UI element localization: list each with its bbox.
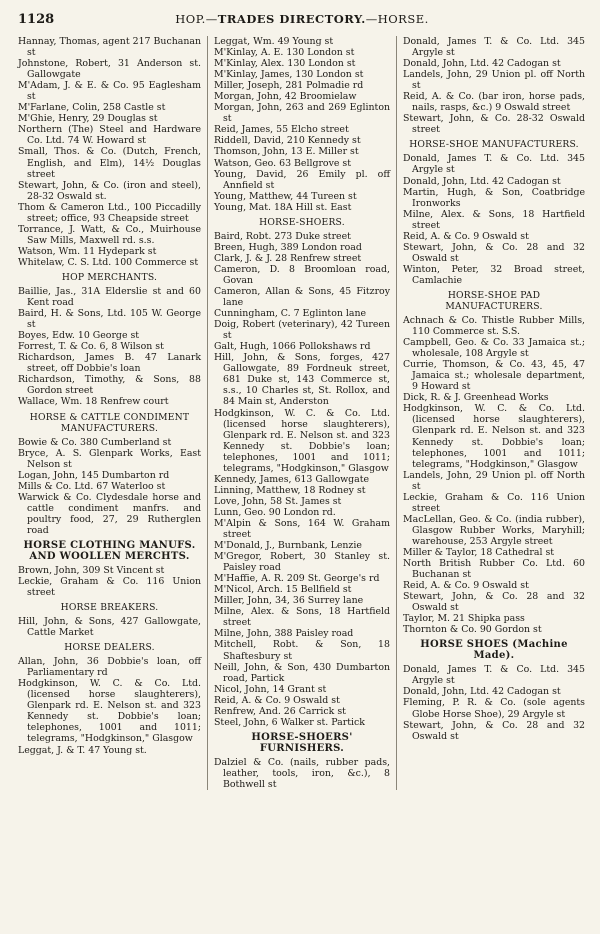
directory-entry: Miller & Taylor, 18 Cathedral st xyxy=(403,546,555,558)
directory-entry: Northern (The) Steel and Hardware Co. Ltd. 74 W. Howard st xyxy=(18,124,201,147)
running-title-left: HOP. xyxy=(175,12,206,26)
directory-entry: M'Ghie, Henry, 29 Douglas st xyxy=(18,113,158,125)
directory-entry: Young, Matthew, 44 Tureen st xyxy=(214,190,357,202)
directory-entry: Hodgkinson, W. C. & Co. Ltd. (licensed horse slaughterers), Glenpark rd. E. Nelson st. and 323 Kennedy st. Dobbie's loan; telephones, 1001 and 1011; telegrams, "Hodgkinson," Glasgow xyxy=(18,678,201,745)
section-heading: HORSE SHOES (Machine Made). xyxy=(420,639,568,662)
column-3 xyxy=(396,36,585,790)
directory-entry: Campbell, Geo. & Co. 33 Jamaica st.; wholesale, 108 Argyle st xyxy=(403,337,585,360)
directory-entry: Cunningham, C. 7 Eglinton lane xyxy=(214,308,367,320)
directory-entry: Young, David, 26 Emily pl. off Annfield st xyxy=(214,168,390,191)
section-heading: HORSE-SHOE MANUFACTURERS. xyxy=(409,139,579,151)
directory-entry: Bryce, A. S. Glenpark Works, East Nelson st xyxy=(18,447,201,470)
directory-entry: Neill, John, & Son, 430 Dumbarton road, Partick xyxy=(214,661,390,684)
directory-entry: Stewart, John, & Co. (iron and steel), 28-32 Oswald st. xyxy=(18,179,201,202)
directory-entry: Hill, John, & Sons, forges, 427 Gallowgate, 89 Fordneuk street, 681 Duke st, 143 Commerce st, s.s., 10 Charles st, St. Rollox, and 84 Main st, Anderston xyxy=(214,352,390,408)
directory-entry: Clark, J. & J. 28 Renfrew street xyxy=(214,252,362,264)
directory-entry: Miller, John, 34, 36 Surrey lane xyxy=(214,595,364,607)
section-heading: HORSE-SHOE PAD MANUFACTURERS. xyxy=(445,289,543,312)
directory-entry: Thornton & Co. 90 Gordon st xyxy=(403,624,542,636)
directory-entry: Baird, Robt. 273 Duke street xyxy=(214,230,351,242)
directory-entry: Currie, Thomson, & Co. 43, 45, 47 Jamaica st.; wholesale department, 9 Howard st xyxy=(403,359,585,393)
directory-entry: Thomson, John, 13 E. Miller st xyxy=(214,146,359,158)
directory-entry: Donald, James T. & Co. Ltd. 345 Argyle st xyxy=(403,153,585,176)
directory-entry: Donald, John, Ltd. 42 Cadogan st xyxy=(403,175,561,187)
directory-entry: MacLellan, Geo. & Co. (india rubber), Glasgow Rubber Works, Maryhill; warehouse, 253 Argyle street xyxy=(403,513,585,547)
directory-entry: Mills & Co. Ltd. 67 Waterloo st xyxy=(18,480,166,492)
directory-entry: Riddell, David, 210 Kennedy st xyxy=(214,135,361,147)
directory-entry: Leggat, Wm. 49 Young st xyxy=(214,36,334,47)
directory-entry: M'Kinlay, Alex. 130 London st xyxy=(214,58,356,70)
running-title-right: HORSE. xyxy=(377,12,429,26)
directory-entry: Baillie, Jas., 31A Elderslie st and 60 Kent road xyxy=(18,285,201,309)
directory-entry: Reid, A. & Co. 9 Oswald st xyxy=(214,694,340,706)
directory-entry: Kennedy, James, 613 Gallowgate xyxy=(214,473,370,485)
directory-entry: North British Rubber Co. Ltd. 60 Buchanan st xyxy=(403,558,585,581)
directory-entry: M'Haffie, A. R. 209 St. George's rd xyxy=(214,573,380,585)
directory-entry: M'Nicol, Arch. 15 Bellfield st xyxy=(214,584,352,596)
directory-entry: Donald, John, Ltd. 42 Cadogan st xyxy=(403,686,561,698)
directory-entry: Hannay, Thomas, agent 217 Buchanan st xyxy=(18,36,201,59)
directory-entry: Wallace, Wm. 18 Renfrew court xyxy=(18,396,169,408)
directory-entry: Galt, Hugh, 1066 Pollokshaws rd xyxy=(214,341,371,353)
page-header xyxy=(18,12,586,34)
directory-entry: Steel, John, 6 Walker st. Partick xyxy=(214,716,365,728)
directory-entry: Morgan, John, 263 and 269 Eglinton st xyxy=(214,102,390,125)
directory-entry: Donald, James T. & Co. Ltd. 345 Argyle st xyxy=(403,36,585,59)
directory-entry: Cameron, D. 8 Broomloan road, Govan xyxy=(214,263,390,286)
directory-entry: Reid, A. & Co. 9 Oswald st xyxy=(403,230,529,242)
directory-entry: Richardson, James B. 47 Lanark street, off Dobbie's loan xyxy=(18,352,201,375)
directory-entry: Whitelaw, C. S. Ltd. 100 Commerce st xyxy=(18,256,199,268)
directory-entry: Brown, John, 309 St Vincent st xyxy=(18,564,165,576)
directory-entry: Milne, John, 388 Paisley road xyxy=(214,628,354,640)
directory-entry: Leckie, Graham & Co. 116 Union street xyxy=(18,575,201,599)
directory-entry: Renfrew, And. 26 Carrick st xyxy=(214,705,346,717)
column-1 xyxy=(18,36,207,790)
directory-entry: Richardson, Timothy, & Sons, 88 Gordon street xyxy=(18,374,201,397)
directory-entry: M'Farlane, Colin, 258 Castle st xyxy=(18,102,166,114)
directory-entry: M'Alpin & Sons, 164 W. Graham street xyxy=(214,517,390,541)
directory-entry: Achnach & Co. Thistle Rubber Mills, 110 Commerce st. S.S. xyxy=(403,314,585,338)
directory-entry: Young, Mat. 18A Hill st. East xyxy=(214,201,352,213)
directory-entry: Allan, John, 36 Dobbie's loan, off Parliamentary rd xyxy=(18,656,201,679)
directory-entry: Landels, John, 29 Union pl. off North st xyxy=(403,469,585,492)
directory-entry: Donald, James T. & Co. Ltd. 345 Argyle st xyxy=(403,664,585,687)
directory-entry: Leggat, J. & T. 47 Young st. xyxy=(18,744,147,756)
section-heading: HORSE CLOTHING MANUFS. AND WOOLLEN MERCHTS. xyxy=(23,539,196,562)
directory-entry: Cameron, Allan & Sons, 45 Fitzroy lane xyxy=(214,285,390,309)
directory-entry: Morgan, John, 42 Broomielaw xyxy=(214,91,357,103)
directory-entry: Stewart, John, & Co. 28 and 32 Oswald st xyxy=(403,591,585,614)
section-heading: HORSE & CATTLE CONDIMENT MANUFACTURERS. xyxy=(29,411,190,434)
section-heading: HORSE DEALERS. xyxy=(64,642,155,654)
directory-entry: Landels, John, 29 Union pl. off North st xyxy=(403,69,585,92)
directory-entry: Reid, A. & Co. 9 Oswald st xyxy=(403,580,529,592)
directory-entry: M'Kinlay, A. E. 130 London st xyxy=(214,47,355,59)
directory-entry: Leckie, Graham & Co. 116 Union street xyxy=(403,491,585,514)
directory-entry: Reid, James, 55 Elcho street xyxy=(214,124,349,136)
directory-entry: Thom & Cameron Ltd., 100 Piccadilly street; office, 93 Cheapside street xyxy=(18,201,201,224)
section-heading: HORSE-SHOERS' FURNISHERS. xyxy=(251,731,353,754)
directory-entry: Torrance, J. Watt, & Co., Muirhouse Saw Mills, Maxwell rd. s.s. xyxy=(18,223,201,246)
directory-entry: Warwick & Co. Clydesdale horse and cattle condiment manfrs. and poultry food, 27, 29 Rutherglen road xyxy=(18,491,201,536)
directory-entry: Reid, A. & Co. (bar iron, horse pads, nails, rasps, &c.) 9 Oswald street xyxy=(403,91,585,114)
directory-entry: Mitchell, Robt. & Son, 18 Shaftesbury st xyxy=(214,639,390,662)
page-number: 1128 xyxy=(18,12,55,27)
directory-entry: Miller, Joseph, 281 Polmadie rd xyxy=(214,80,364,92)
section-heading: HORSE-SHOERS. xyxy=(259,216,345,228)
directory-entry: Watson, Geo. 63 Bellgrove st xyxy=(214,157,351,169)
directory-entry: M'Donald, J., Burnbank, Lenzie xyxy=(214,540,362,552)
directory-entry: Hodgkinson, W. C. & Co. Ltd. (licensed horse slaughterers), Glenpark rd. E. Nelson st. and 323 Kennedy st. Dobbie's loan; telephones, 1001 and 1011; telegrams, "Hodgkinson," Glasgow xyxy=(403,403,585,470)
directory-entry: M'Kinlay, James, 130 London st xyxy=(214,69,364,81)
section-heading: HORSE BREAKERS. xyxy=(60,602,159,614)
directory-entry: Breen, Hugh, 389 London road xyxy=(214,241,362,253)
directory-entry: Stewart, John, & Co. 28-32 Oswald street xyxy=(403,113,585,136)
directory-entry: Boyes, Edw. 10 George st xyxy=(18,330,140,342)
directory-entry: Johnstone, Robert, 31 Anderson st. Gallowgate xyxy=(18,58,201,81)
directory-entry: Bowie & Co. 380 Cumberland st xyxy=(18,436,172,448)
directory-entry: Milne, Alex. & Sons, 18 Hartfield street xyxy=(403,208,585,231)
directory-entry: Logan, John, 145 Dumbarton rd xyxy=(18,469,170,481)
column-2 xyxy=(207,36,396,790)
directory-entry: M'Adam, J. & E. & Co. 95 Eaglesham st xyxy=(18,80,201,103)
directory-entry: Doig, Robert (veterinary), 42 Tureen st xyxy=(214,319,390,342)
columns xyxy=(18,36,586,790)
directory-entry: Hodgkinson, W. C. & Co. Ltd. (licensed horse slaughterers), Glenpark rd. E. Nelson st. and 323 Kennedy st. Dobbie's loan; telephones, 1001 and 1011; telegrams, "Hodgkinson," Glasgow xyxy=(214,407,390,474)
directory-entry: Watson, Wm. 11 Hydepark st xyxy=(18,245,157,257)
directory-entry: Stewart, John, & Co. 28 and 32 Oswald st xyxy=(403,719,585,742)
directory-entry: Donald, John, Ltd. 42 Cadogan st xyxy=(403,58,561,70)
directory-entry: Baird, H. & Sons, Ltd. 105 W. George st xyxy=(18,308,201,331)
directory-entry: Linning, Matthew, 18 Rodney st xyxy=(214,484,366,496)
directory-entry: Lunn, Geo. 90 London rd. xyxy=(214,506,336,518)
directory-entry: Taylor, M. 21 Shipka pass xyxy=(403,613,525,625)
directory-entry: Dalziel & Co. (nails, rubber pads, leather, tools, iron, &c.), 8 Bothwell st xyxy=(214,756,390,790)
directory-entry: M'Gregor, Robert, 30 Stanley st. Paisley road xyxy=(214,551,390,574)
directory-entry: Small, Thos. & Co. (Dutch, French, English, and Elm), 14½ Douglas street xyxy=(18,146,201,180)
directory-entry: Martin, Hugh, & Son, Coatbridge Ironworks xyxy=(403,186,585,209)
directory-entry: Fleming, P. R. & Co. (sole agents Globe Horse Shoe), 29 Argyle st xyxy=(403,697,585,720)
directory-entry: Winton, Peter, 32 Broad street, Camlachie xyxy=(403,263,585,286)
directory-entry: Milne, Alex. & Sons, 18 Hartfield street xyxy=(214,606,390,629)
directory-entry: Love, John, 58 St. James st xyxy=(214,495,342,507)
running-title-center: TRADES DIRECTORY. xyxy=(217,12,366,26)
directory-entry: Stewart, John, & Co. 28 and 32 Oswald st xyxy=(403,241,585,264)
directory-entry: Nicol, John, 14 Grant st xyxy=(214,683,327,695)
directory-entry: Hill, John, & Sons, 427 Gallowgate, Cattle Market xyxy=(18,616,201,639)
directory-entry: Forrest, T. & Co. 6, 8 Wilson st xyxy=(18,341,164,353)
section-heading: HOP MERCHANTS. xyxy=(61,271,158,283)
directory-entry: Dick, R. & J. Greenhead Works xyxy=(403,392,549,404)
running-title: HOP.—TRADES DIRECTORY.—HORSE. xyxy=(175,12,429,26)
